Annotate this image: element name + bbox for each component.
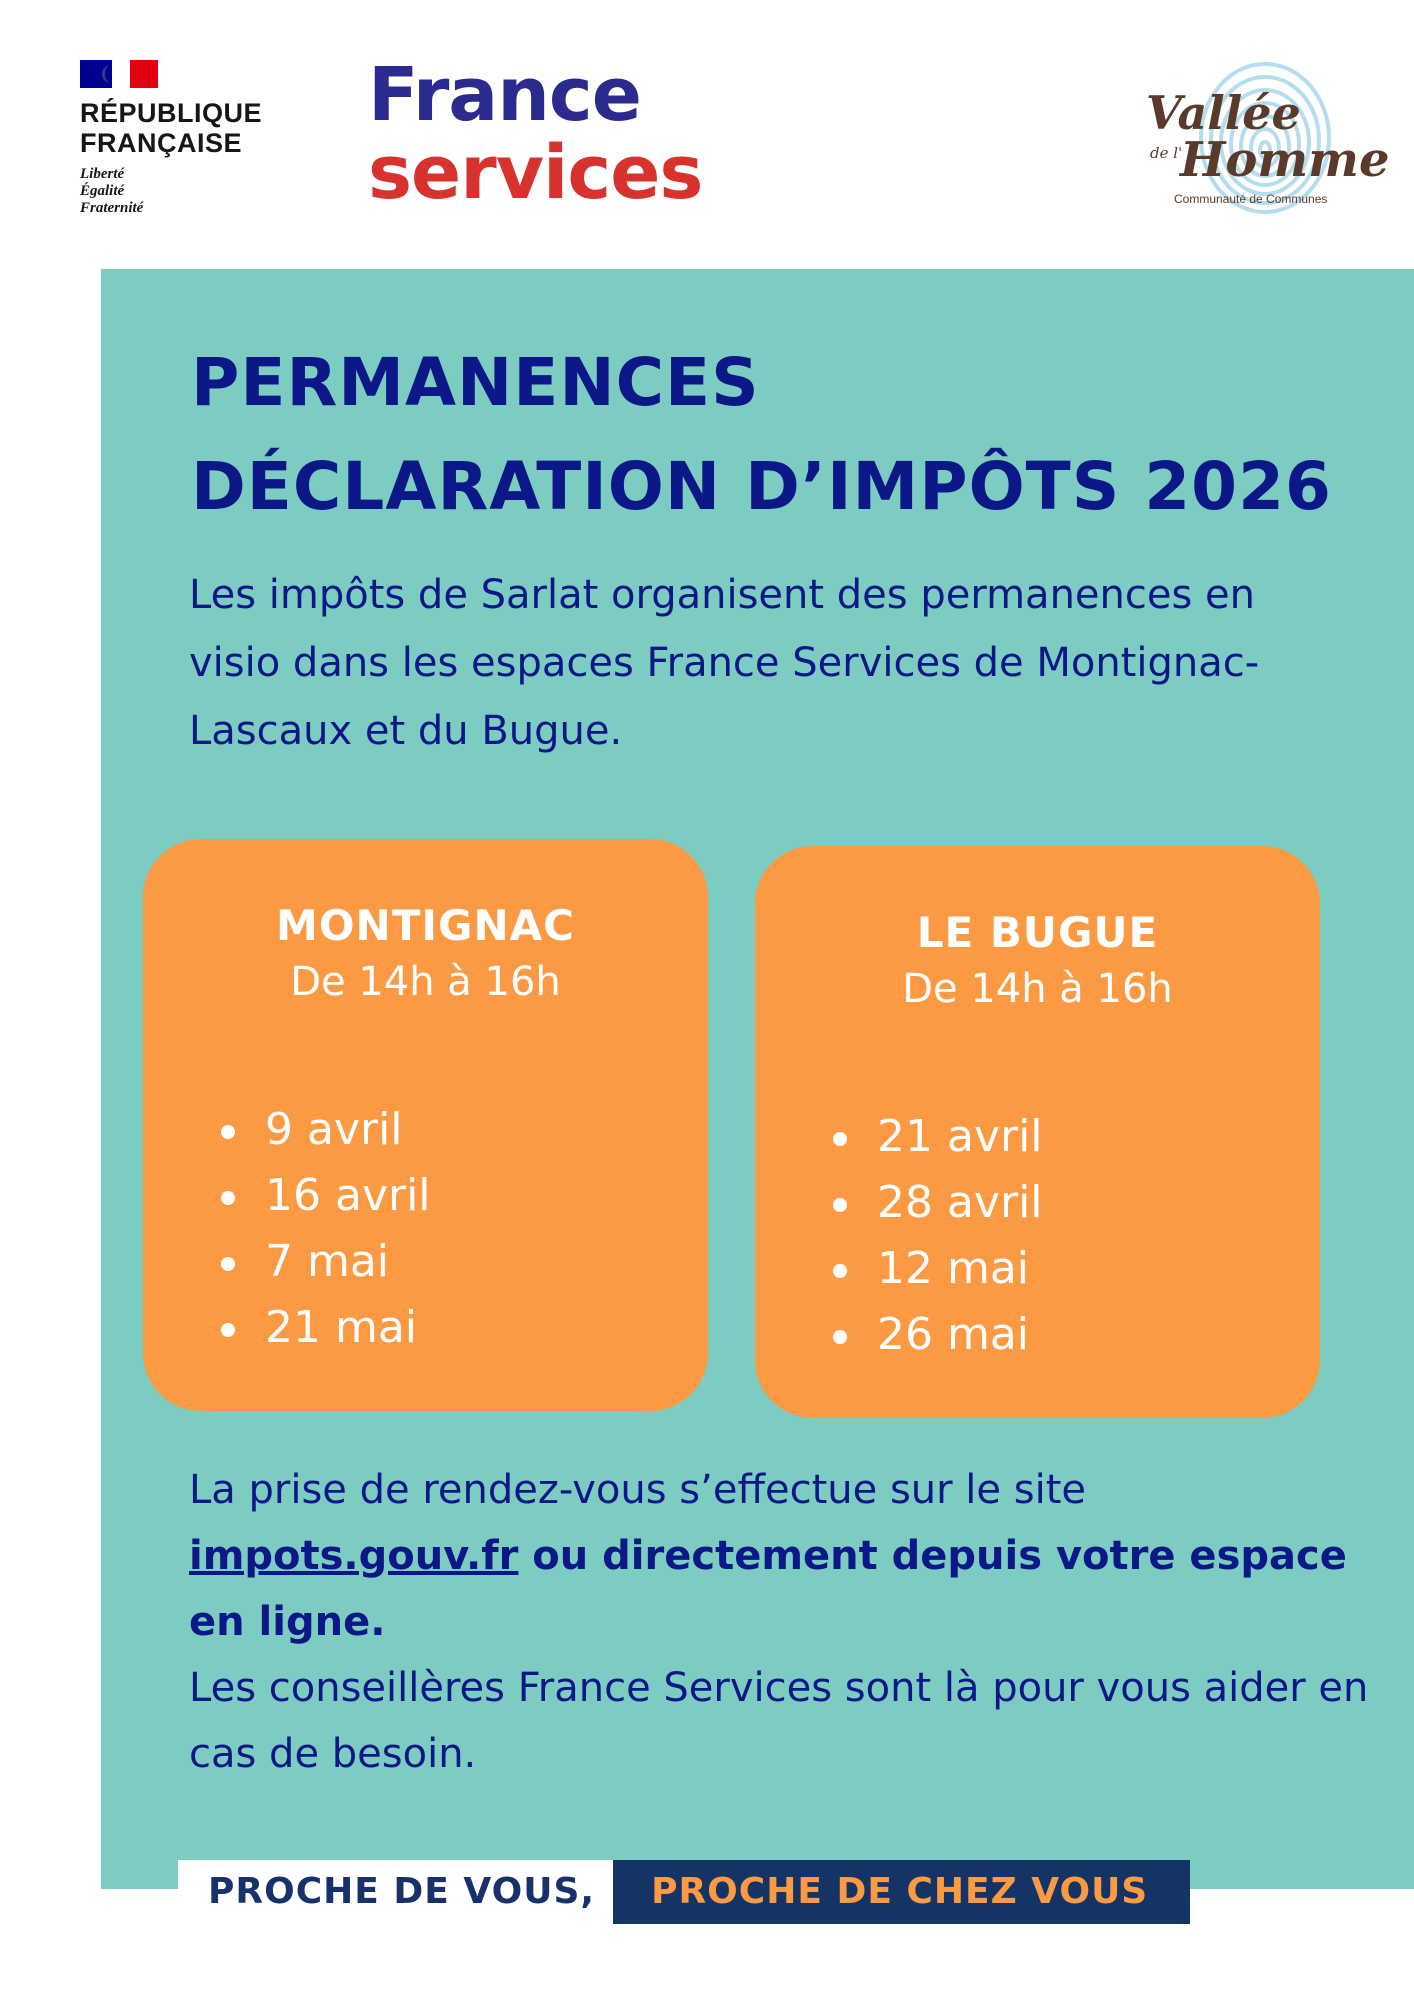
france-services-line1: France — [368, 52, 641, 138]
motto-liberte: Liberté — [80, 166, 125, 182]
republique-name-line1: RÉPUBLIQUE — [80, 98, 263, 128]
card-hours: De 14h à 16h — [290, 959, 561, 1005]
tagline — [178, 1860, 1190, 1924]
intro-paragraph: Les impôts de Sarlat organisent des permanences en visio dans les espaces France Services de Montignac-Lascaux et du Bugue. — [189, 572, 1260, 754]
montignac-card — [143, 839, 708, 1411]
le-bugue-card — [755, 846, 1320, 1418]
france-services-logo — [368, 52, 703, 216]
marianne-flag-icon — [80, 60, 158, 88]
page-title — [191, 331, 1332, 539]
republique-francaise-logo — [80, 60, 310, 217]
date-item: 9 avril — [221, 1097, 431, 1163]
motto-egalite: Égalité — [80, 183, 125, 199]
france-services-line2: services — [368, 130, 703, 216]
tagline-left: PROCHE DE VOUS, — [178, 1860, 613, 1924]
date-item: 21 avril — [833, 1104, 1043, 1170]
vallee-title-part1: Vallée — [1146, 86, 1301, 140]
republique-motto — [80, 166, 310, 217]
vallee-subtitle: Communauté de Communes — [1174, 192, 1328, 206]
title-line1: PERMANENCES — [191, 344, 760, 421]
card-hours: De 14h à 16h — [902, 966, 1173, 1012]
date-item: 26 mai — [833, 1302, 1043, 1368]
appointment-info — [189, 1457, 1369, 1787]
date-item: 21 mai — [221, 1295, 431, 1361]
card-location-name: LE BUGUE — [916, 908, 1159, 957]
vallee-homme-logo — [1140, 48, 1390, 228]
date-item: 7 mai — [221, 1229, 431, 1295]
card-location-name: MONTIGNAC — [276, 901, 575, 950]
date-list — [833, 1104, 1043, 1368]
date-item: 12 mai — [833, 1236, 1043, 1302]
content-panel — [101, 269, 1414, 1889]
vallee-title-small: de l' — [1150, 144, 1183, 162]
republique-name-line2: FRANÇAISE — [80, 128, 243, 158]
title-line2: DÉCLARATION D’IMPÔTS 2026 — [191, 448, 1332, 525]
tagline-right: PROCHE DE CHEZ VOUS — [613, 1860, 1190, 1924]
date-item: 16 avril — [221, 1163, 431, 1229]
date-list — [221, 1097, 431, 1361]
appointment-text-2: ou directement depuis votre espace en ligne. — [189, 1533, 1347, 1645]
motto-fraternite: Fraternité — [80, 200, 144, 216]
vallee-title-part2: Homme — [1180, 132, 1390, 188]
impots-gouv-link[interactable]: impots.gouv.fr — [189, 1533, 519, 1579]
date-item: 28 avril — [833, 1170, 1043, 1236]
advisors-text: Les conseillères France Services sont là pour vous aider en cas de besoin. — [189, 1665, 1369, 1777]
appointment-text-1: La prise de rendez-vous s’effectue sur le site — [189, 1467, 1086, 1513]
